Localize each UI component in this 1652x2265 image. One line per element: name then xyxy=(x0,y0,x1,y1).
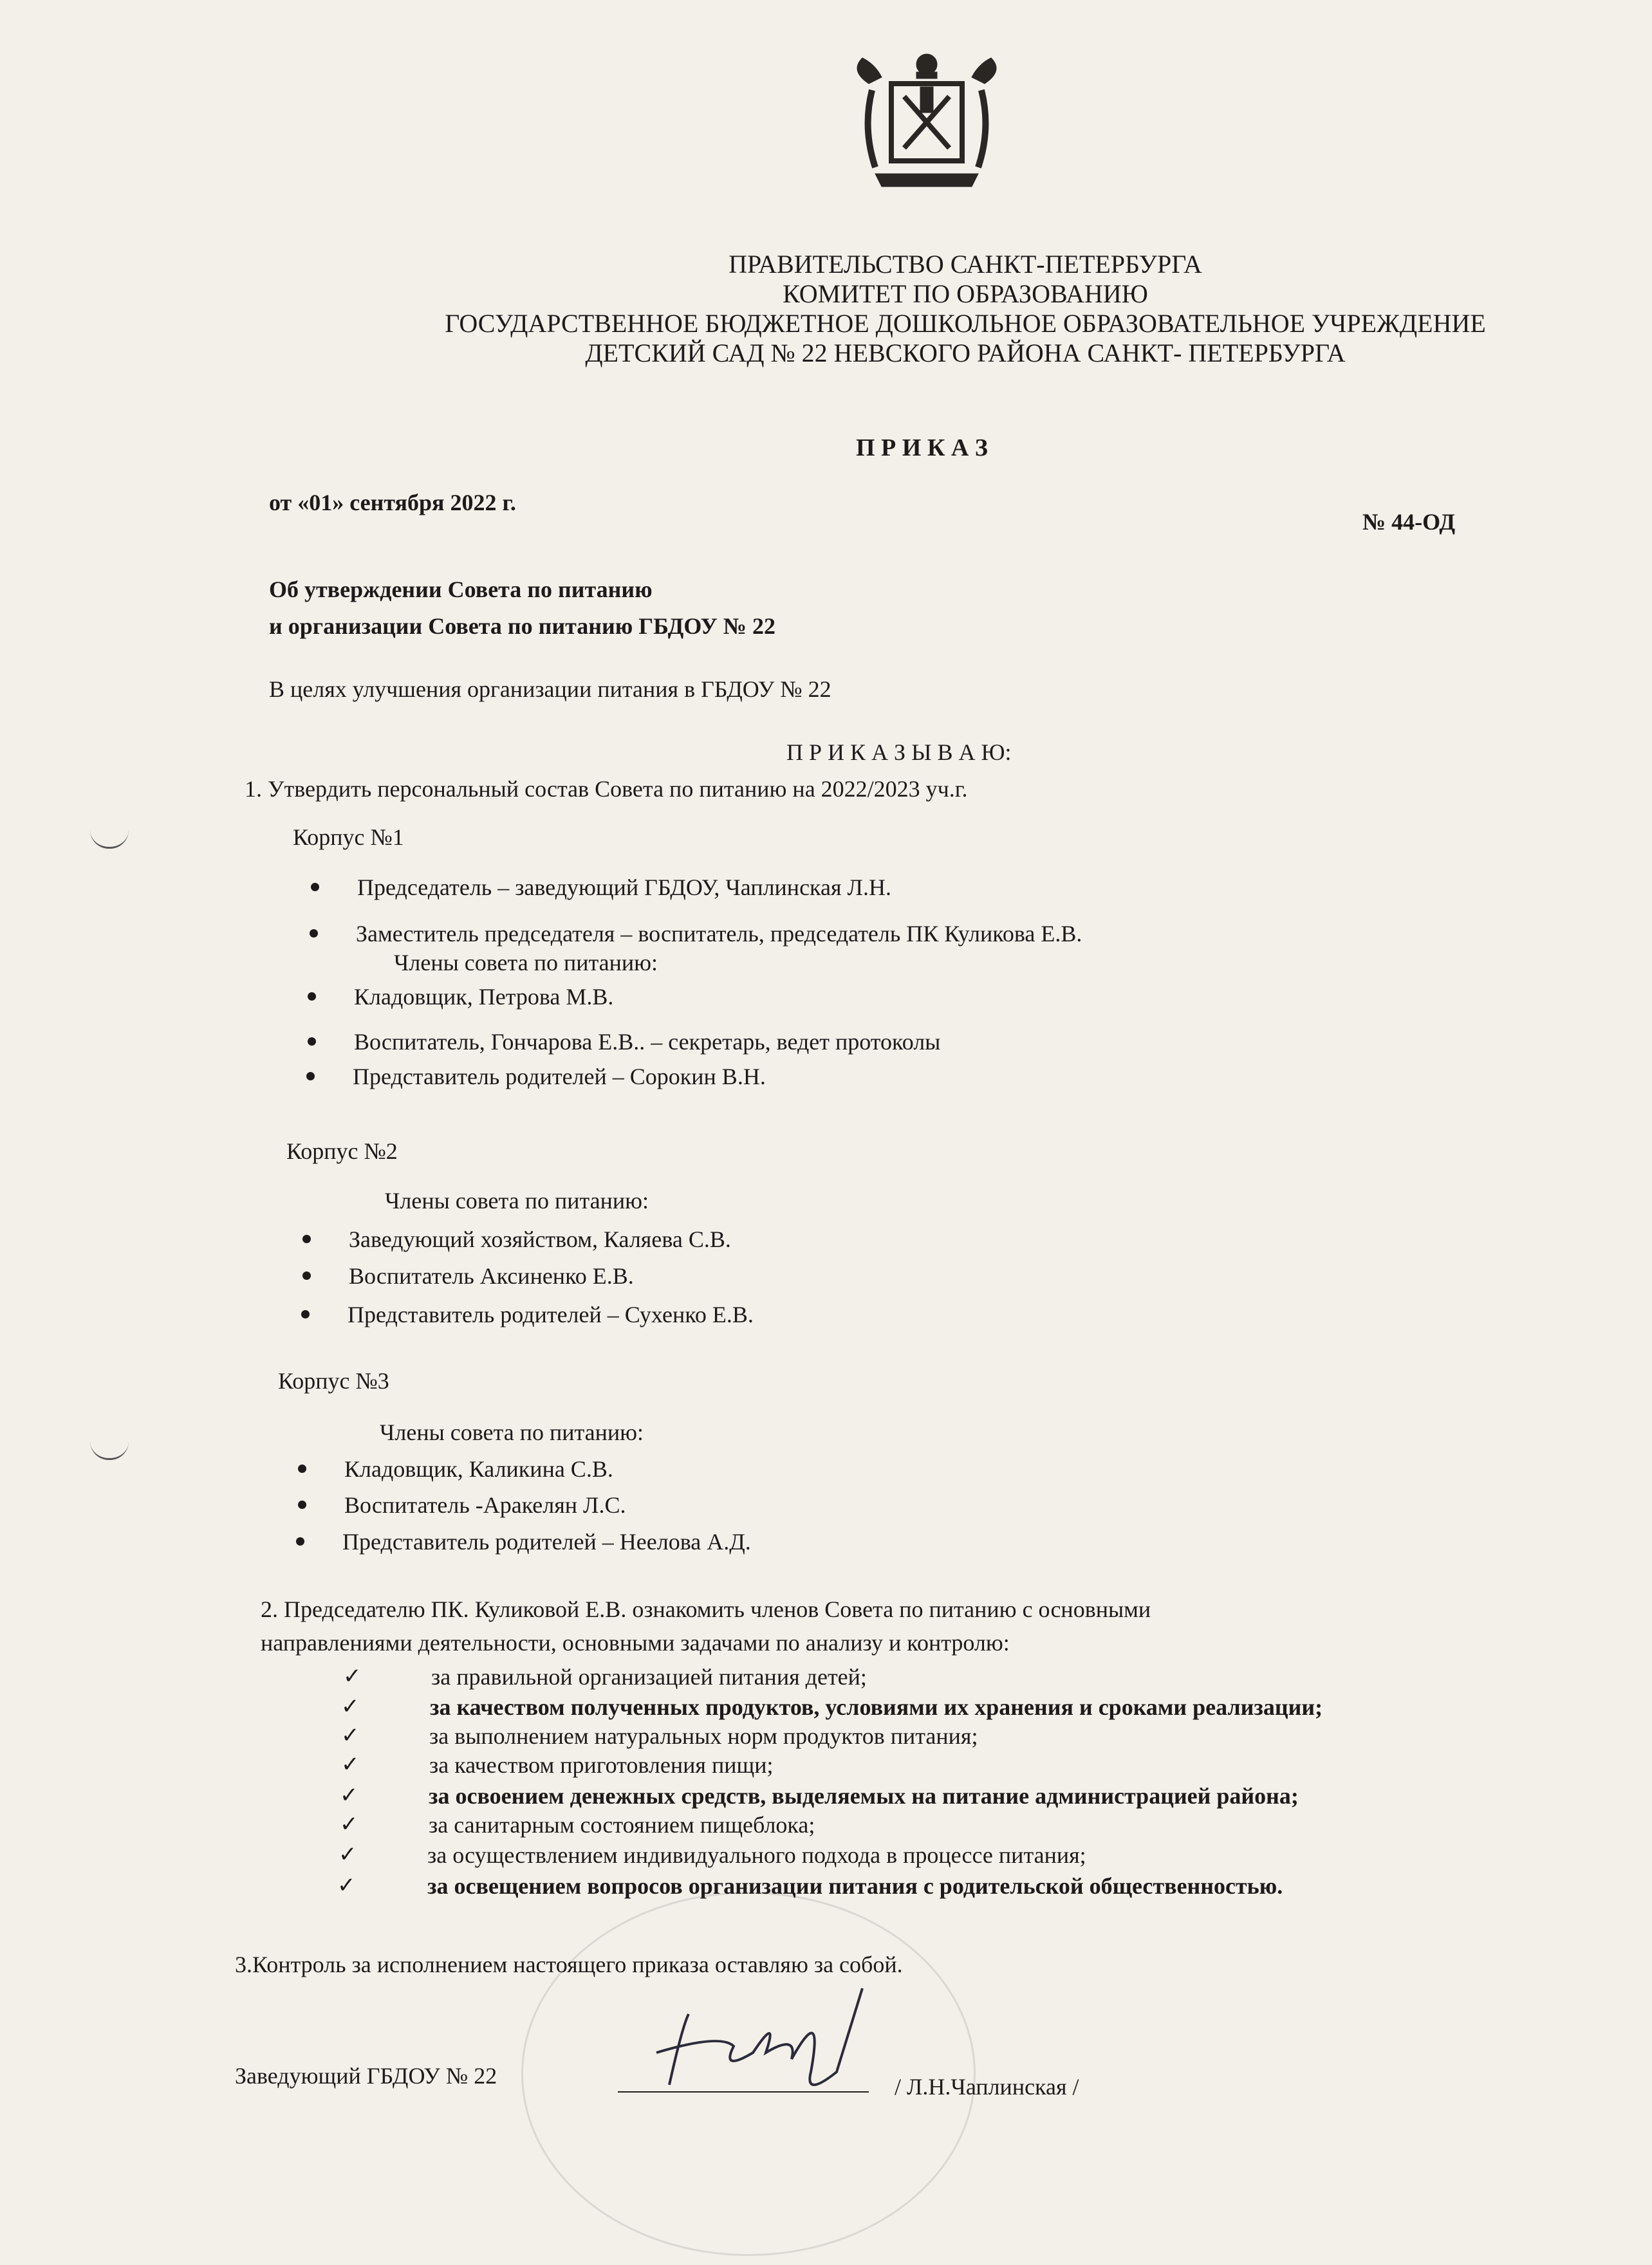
building-1-member: Представитель родителей – Сорокин В.Н. xyxy=(353,1064,766,1089)
subject-line-1: Об утверждении Совета по питанию xyxy=(269,577,653,602)
checkmark-icon: ✓ xyxy=(340,1813,358,1836)
order-date: от «01» сентября 2022 г. xyxy=(269,490,516,515)
checkmark-icon: ✓ xyxy=(341,1695,360,1719)
task-item: за санитарным состоянием пищеблока; xyxy=(429,1812,815,1838)
checkmark-icon: ✓ xyxy=(341,1753,360,1777)
building-2-member: Воспитатель Аксиненко Е.В. xyxy=(349,1263,634,1289)
organization-header xyxy=(386,250,1545,368)
building-3-members-label: Члены совета по питанию: xyxy=(380,1419,644,1445)
building-1-member: Воспитатель, Гончарова Е.В.. – секретарь, ведет протоколы xyxy=(354,1029,941,1055)
checkmark-icon: ✓ xyxy=(337,1874,356,1898)
order-number: № 44-ОД xyxy=(1362,509,1456,535)
checkmark-icon: ✓ xyxy=(339,1843,357,1867)
building-1-label: Корпус №1 xyxy=(293,824,404,850)
checkmark-icon: ✓ xyxy=(341,1724,360,1748)
task-item: за освещением вопросов организации питания с родительской общественностью. xyxy=(427,1873,1283,1899)
building-2-member: Заведующий хозяйством, Каляева С.В. xyxy=(349,1226,731,1252)
building-3-member: Кладовщик, Каликина С.В. xyxy=(344,1456,613,1482)
building-1-chair: Председатель – заведующий ГБДОУ, Чаплинская Л.Н. xyxy=(357,874,891,900)
building-1-member: Кладовщик, Петрова М.В. xyxy=(354,984,614,1010)
task-item: за качеством полученных продуктов, условиями их хранения и сроками реализации; xyxy=(430,1694,1323,1720)
item-3-text: 3.Контроль за исполнением настоящего приказа оставляю за собой. xyxy=(235,1952,903,1977)
task-item: за осуществлением индивидуального подхода в процессе питания; xyxy=(427,1842,1086,1868)
header-line-3: ГОСУДАРСТВЕННОЕ БЮДЖЕТНОЕ ДОШКОЛЬНОЕ ОБРАЗОВАТЕЛЬНОЕ УЧРЕЖДЕНИЕ xyxy=(445,309,1486,338)
task-item: за освоением денежных средств, выделяемых на питание администрацией района; xyxy=(429,1783,1299,1809)
checkmark-icon: ✓ xyxy=(340,1784,358,1807)
handwritten-signature xyxy=(644,1975,882,2104)
building-3-member: Воспитатель -Аракелян Л.С. xyxy=(344,1492,626,1518)
header-line-4: ДЕТСКИЙ САД № 22 НЕВСКОГО РАЙОНА САНКТ- ПЕТЕРБУРГА xyxy=(585,338,1346,367)
coat-of-arms-icon xyxy=(837,45,1017,193)
subject-line-2: и организации Совета по питанию ГБДОУ № 22 xyxy=(269,613,775,639)
header-line-1: ПРАВИТЕЛЬСТВО САНКТ-ПЕТЕРБУРГА xyxy=(729,250,1202,279)
building-2-member: Представитель родителей – Сухенко Е.В. xyxy=(348,1302,754,1327)
signer-position: Заведующий ГБДОУ № 22 xyxy=(235,2063,497,2089)
building-2-label: Корпус №2 xyxy=(286,1138,398,1164)
signature-line xyxy=(618,2091,869,2093)
punch-hole-mark xyxy=(90,830,129,849)
command-heading: П Р И К А З Ы В А Ю: xyxy=(786,739,1012,765)
task-item: за выполнением натуральных норм продуктов питания; xyxy=(429,1723,978,1749)
item-2-line-2: направлениями деятельности, основными задачами по анализу и контролю: xyxy=(261,1630,1010,1656)
building-3-member: Представитель родителей – Неелова А.Д. xyxy=(342,1529,751,1555)
task-item: за правильной организацией питания детей; xyxy=(431,1664,867,1690)
building-1-members-label: Члены совета по питанию: xyxy=(394,950,658,975)
signer-name: / Л.Н.Чаплинская / xyxy=(895,2074,1079,2100)
purpose-text: В целях улучшения организации питания в ГБДОУ № 22 xyxy=(269,676,831,702)
order-title: П Р И К А З xyxy=(856,434,988,461)
header-line-2: КОМИТЕТ ПО ОБРАЗОВАНИЮ xyxy=(783,279,1148,308)
item-2-line-1: 2. Председателю ПК. Куликовой Е.В. ознакомить членов Совета по питанию с основными xyxy=(261,1596,1151,1622)
task-item: за качеством приготовления пищи; xyxy=(429,1752,774,1778)
checkmark-icon: ✓ xyxy=(343,1665,362,1688)
item-1-text: 1. Утвердить персональный состав Совета по питанию на 2022/2023 уч.г. xyxy=(245,776,968,802)
punch-hole-mark xyxy=(90,1441,129,1460)
building-2-members-label: Члены совета по питанию: xyxy=(385,1188,649,1214)
building-1-deputy: Заместитель председателя – воспитатель, председатель ПК Куликова Е.В. xyxy=(356,921,1082,947)
building-3-label: Корпус №3 xyxy=(278,1368,389,1394)
